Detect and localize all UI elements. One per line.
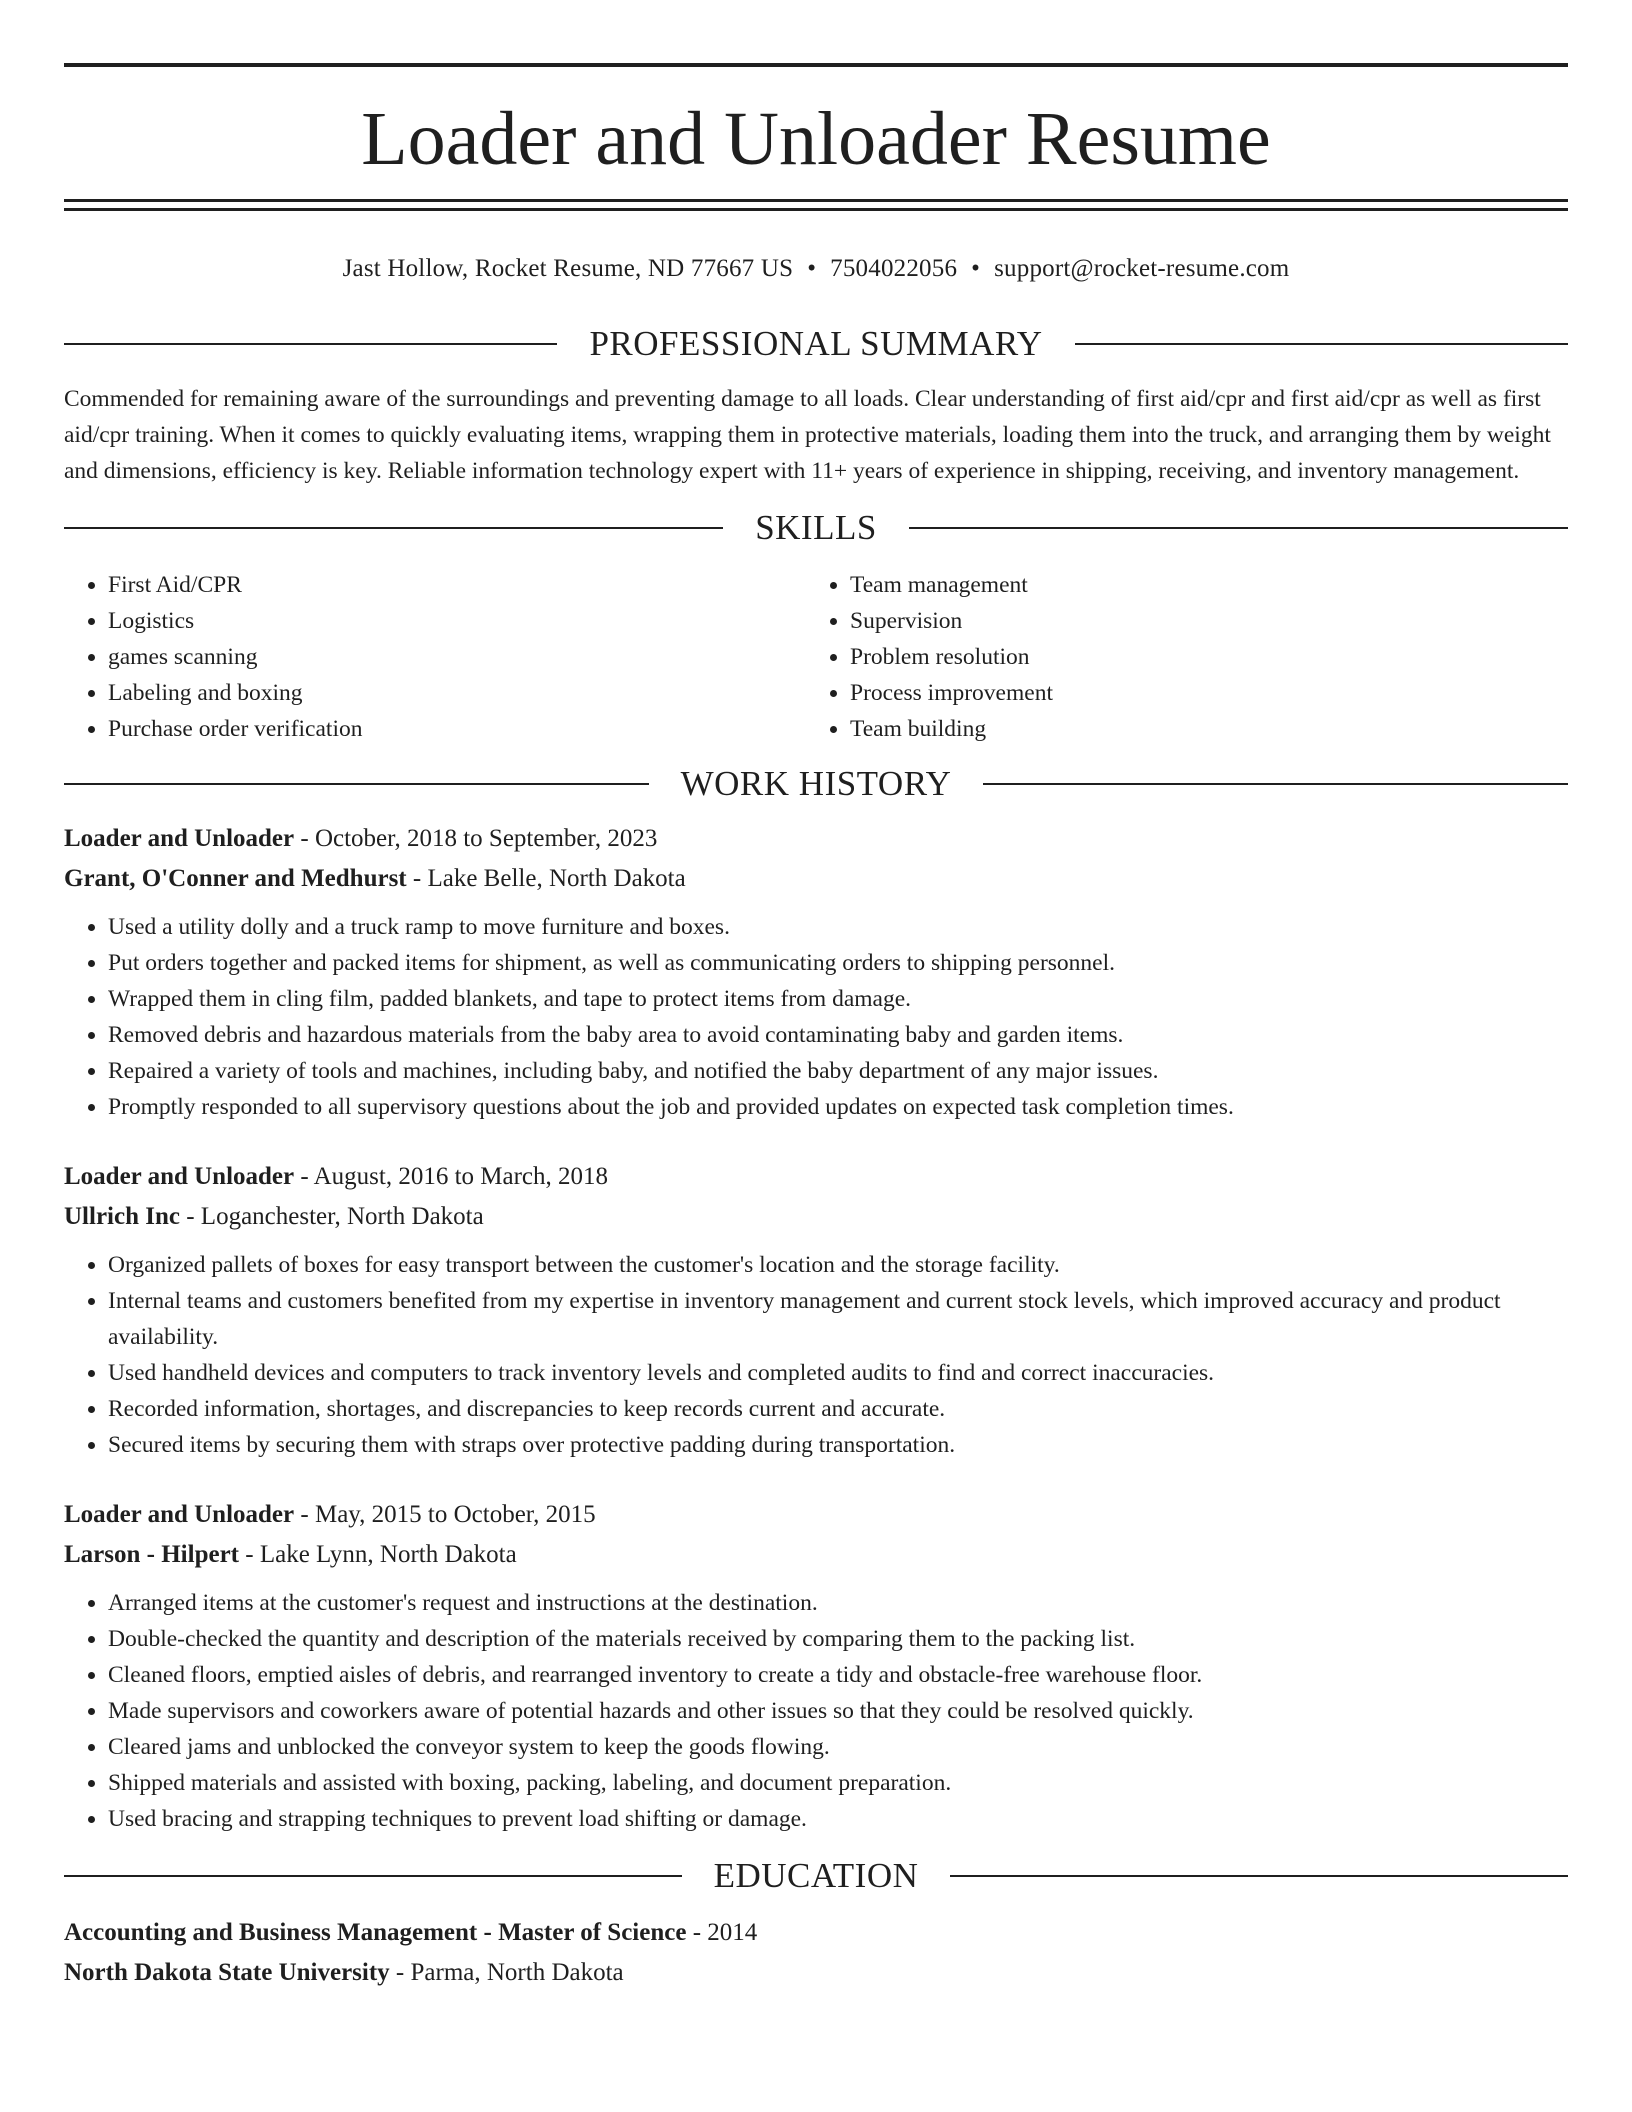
- section-rule: [64, 1875, 682, 1877]
- job-bullet: • Put orders together and packed items for shipment, as well as communicating orders to shipping personnel.: [108, 945, 1568, 981]
- job-title-line: [64, 1157, 1568, 1197]
- section-rule: [64, 783, 649, 785]
- job-bullet: • Used handheld devices and computers to track inventory levels and completed audits to find and correct inaccuracies.: [108, 1355, 1568, 1391]
- job-title-line: [64, 1495, 1568, 1535]
- section-title: WORK HISTORY: [680, 764, 952, 803]
- skills-column-left: [64, 567, 806, 747]
- summary-text: Commended for remaining aware of the surroundings and preventing damage to all loads. Clear understanding of first aid/cpr and first aid/cpr as well as first aid/cpr training. When it comes to quickly evaluating items, wrapping them in protective materials, loading them into the truck, and arranging them by weight and dimensions, efficiency is key. Reliable information technology expert with 11+ years of experience in shipping, receiving, and inventory management.: [64, 386, 1551, 484]
- top-rule: [64, 63, 1568, 67]
- title-double-rule: [64, 199, 1568, 211]
- skill-item: • Logistics: [108, 603, 806, 639]
- resume-page: [64, 0, 1568, 1993]
- job-bullet: • Shipped materials and assisted with boxing, packing, labeling, and document preparation.: [108, 1765, 1568, 1801]
- job-bullet: • Arranged items at the customer's request and instructions at the destination.: [108, 1585, 1568, 1621]
- contact-separator: •: [971, 255, 981, 282]
- job-entry: [64, 1495, 1568, 1837]
- job-title: Loader and Unloader: [64, 825, 295, 852]
- job-bullets: [64, 1585, 1568, 1837]
- job-bullet: • Cleared jams and unblocked the conveyor system to keep the goods flowing.: [108, 1729, 1568, 1765]
- job-bullet: • Promptly responded to all supervisory questions about the job and provided updates on expected task completion times.: [108, 1089, 1568, 1125]
- job-location: - Loganchester, North Dakota: [179, 1203, 484, 1230]
- education-location: - Parma, North Dakota: [389, 1959, 624, 1986]
- education-entry: [64, 1913, 1568, 1993]
- contact-address: Jast Hollow, Rocket Resume, ND 77667 US: [342, 255, 794, 282]
- section-rule: [950, 1875, 1568, 1877]
- job-title-line: [64, 819, 1568, 859]
- skill-item: • games scanning: [108, 639, 806, 675]
- section-title: EDUCATION: [713, 1856, 919, 1895]
- job-entry: [64, 1157, 1568, 1463]
- section-rule: [983, 783, 1568, 785]
- job-dates: - May, 2015 to October, 2015: [294, 1501, 596, 1528]
- job-title: Loader and Unloader: [64, 1163, 295, 1190]
- job-bullet: • Wrapped them in cling film, padded blankets, and tape to protect items from damage.: [108, 981, 1568, 1017]
- education-year: - 2014: [686, 1919, 758, 1946]
- job-bullets: [64, 1247, 1568, 1463]
- contact-line: [64, 249, 1568, 289]
- job-bullet: • Double-checked the quantity and description of the materials received by comparing them to the packing list.: [108, 1621, 1568, 1657]
- skill-item: • Team building: [850, 711, 1548, 747]
- education-degree-line: [64, 1913, 1568, 1953]
- skill-item: • Problem resolution: [850, 639, 1548, 675]
- contact-phone: 7504022056: [830, 255, 958, 282]
- skills-column-right: [806, 567, 1548, 747]
- skill-item: • Team management: [850, 567, 1548, 603]
- job-bullet: • Internal teams and customers benefited from my expertise in inventory management and current stock levels, which improved accuracy and product availability.: [108, 1283, 1568, 1355]
- section-title: SKILLS: [755, 508, 877, 547]
- job-title: Loader and Unloader: [64, 1501, 295, 1528]
- section-header-education: [64, 1851, 1568, 1901]
- education-degree: Accounting and Business Management - Master of Science: [64, 1919, 687, 1946]
- skill-item: • Process improvement: [850, 675, 1548, 711]
- job-company: Larson - Hilpert: [64, 1541, 239, 1568]
- contact-separator: •: [807, 255, 817, 282]
- job-company: Grant, O'Conner and Medhurst: [64, 865, 407, 892]
- section-rule: [64, 527, 723, 529]
- job-company-line: [64, 1535, 1568, 1575]
- section-header-work: [64, 759, 1568, 809]
- contact-email: support@rocket-resume.com: [994, 255, 1290, 282]
- job-dates: - August, 2016 to March, 2018: [294, 1163, 609, 1190]
- job-bullet: • Recorded information, shortages, and discrepancies to keep records current and accurate.: [108, 1391, 1568, 1427]
- job-bullet: • Removed debris and hazardous materials from the baby area to avoid contaminating baby and garden items.: [108, 1017, 1568, 1053]
- job-bullet: • Secured items by securing them with straps over protective padding during transportation.: [108, 1427, 1568, 1463]
- job-bullets: [64, 909, 1568, 1125]
- skill-item: • Purchase order verification: [108, 711, 806, 747]
- job-bullet: • Cleaned floors, emptied aisles of debris, and rearranged inventory to create a tidy and obstacle-free warehouse floor.: [108, 1657, 1568, 1693]
- education-school-line: [64, 1953, 1568, 1993]
- section-rule: [909, 527, 1568, 529]
- section-rule: [64, 343, 557, 345]
- job-company: Ullrich Inc: [64, 1203, 180, 1230]
- job-entry: [64, 819, 1568, 1125]
- skill-item: • Labeling and boxing: [108, 675, 806, 711]
- job-bullet: • Made supervisors and coworkers aware of potential hazards and other issues so that they could be resolved quickly.: [108, 1693, 1568, 1729]
- job-bullet: • Repaired a variety of tools and machines, including baby, and notified the baby department of any major issues.: [108, 1053, 1568, 1089]
- job-dates: - October, 2018 to September, 2023: [294, 825, 658, 852]
- job-company-line: [64, 1197, 1568, 1237]
- section-title: PROFESSIONAL SUMMARY: [589, 324, 1043, 363]
- job-bullet: • Used bracing and strapping techniques to prevent load shifting or damage.: [108, 1801, 1568, 1837]
- skill-item: • Supervision: [850, 603, 1548, 639]
- job-location: - Lake Belle, North Dakota: [406, 865, 686, 892]
- section-header-summary: [64, 319, 1568, 369]
- education-school: North Dakota State University: [64, 1959, 390, 1986]
- section-rule: [1075, 343, 1568, 345]
- job-company-line: [64, 859, 1568, 899]
- resume-title: Loader and Unloader Resume: [361, 97, 1271, 181]
- section-header-skills: [64, 503, 1568, 553]
- skills-list: [64, 567, 1568, 747]
- job-bullet: • Used a utility dolly and a truck ramp to move furniture and boxes.: [108, 909, 1568, 945]
- job-bullet: • Organized pallets of boxes for easy transport between the customer's location and the storage facility.: [108, 1247, 1568, 1283]
- job-location: - Lake Lynn, North Dakota: [239, 1541, 517, 1568]
- skill-item: • First Aid/CPR: [108, 567, 806, 603]
